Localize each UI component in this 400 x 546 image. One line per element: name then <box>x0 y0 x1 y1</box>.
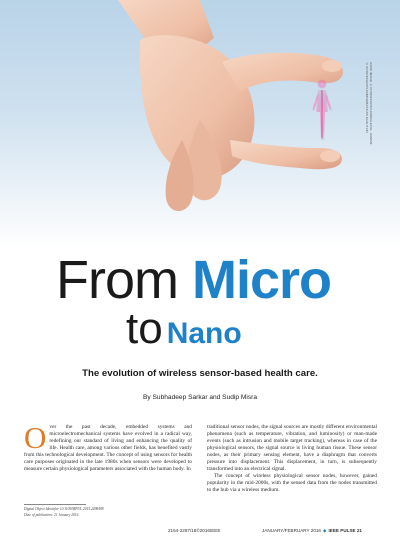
tiny-human-figure <box>312 80 332 141</box>
footnote-date: Date of publication: 21 January 2016 <box>24 513 79 517</box>
body-text-left: ver the past decade, embedded systems and microelectromechanical systems have evolved in a radical way, redefining our standard of living and enhancing the quality of life. Health care, among various other fields, has benefited vastly from this technological development. The concept of using sensors for health care purposes originated in the late 1980s when sensors were developed to measure certain physiological parameters associated with the human body. In <box>24 424 192 473</box>
title-to: to <box>126 304 163 353</box>
body-text-right-p1: traditional sensor nodes, the signal sources are mostly different environmental phenomena (such as temperature, vibration, and luminosity) or man-made events (such as intrusion and mobile target tracking), whereas in case of the physiological sensors, the signal source is living human tissue. These sensor nodes, as their primary sensing element, have a diaphragm that converts pressure into displacement. This displacement, in turn, is subsequently transformed into an electrical signal. <box>207 424 377 473</box>
title-line-1 <box>56 252 331 308</box>
footnote-doi: Digital Object Identifier 10.1109/MPUL.2015.2498498 <box>24 507 104 511</box>
thumb-nail-shape <box>320 150 340 162</box>
footer-issn: 2154-2287/16©2016IEEE <box>168 528 221 533</box>
image-credit: HAND IMAGE ©ISTOCKPHOTO.COM/ALEXSL. HUMAN: ©ISTOCKPHOTO.COM/SEBASTIAN KAULITZKI <box>365 62 373 146</box>
footnote-rule <box>24 504 86 505</box>
footer-journal: IEEE PULSE <box>328 528 356 533</box>
hero-image <box>0 0 400 250</box>
body-column-left <box>24 420 192 473</box>
title-micro: Micro <box>192 250 332 310</box>
footer-date: JANUARY/FEBRUARY 2016 <box>262 528 321 533</box>
footer-right <box>262 528 362 534</box>
title-nano: Nano <box>166 317 242 350</box>
title-from: From <box>56 250 178 310</box>
footer-page-number: 21 <box>356 528 362 533</box>
drop-cap: O <box>24 420 47 455</box>
footer-separator-icon: ◆ <box>322 528 327 533</box>
body-column-right <box>207 424 377 494</box>
title-line-2 <box>126 304 242 361</box>
article-subtitle: The evolution of wireless sensor-based health care. <box>82 368 318 379</box>
hand-figure-illustration <box>0 0 400 250</box>
article-byline: By Subhadeep Sarkar and Sudip Misra <box>143 394 257 401</box>
body-text-right-p2: The concept of wireless physiological sensor nodes, however, gained popularity in the mid-2000s, with the sensed data from the nodes transmitted to the hub via a wireless medium. <box>207 473 377 494</box>
index-nail-shape <box>322 60 342 72</box>
